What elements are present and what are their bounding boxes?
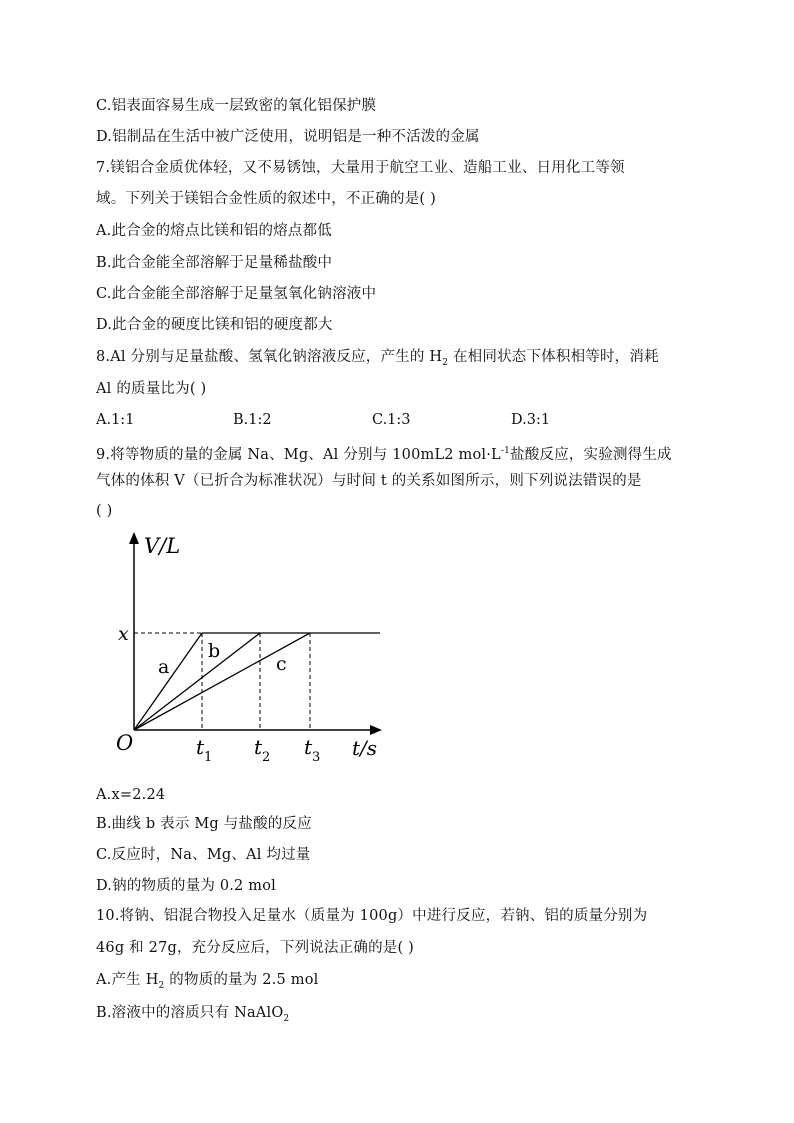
curve-b-label: b bbox=[208, 640, 221, 662]
option-d-q8: D.3:1 bbox=[511, 412, 551, 428]
q10a-text-post: 的物质的量为 2.5 mol bbox=[164, 972, 319, 988]
origin-label: O bbox=[116, 731, 134, 755]
question-9-line-1 bbox=[96, 441, 672, 465]
q8-text-post: 在相同状态下体积相等时，消耗 bbox=[448, 349, 659, 365]
option-c-q6: C.铝表面容易生成一层致密的氧化铝保护膜 bbox=[96, 98, 377, 114]
x-axis-label: t/s bbox=[352, 736, 378, 760]
q9-superscript: -1 bbox=[500, 446, 511, 456]
option-b-q7: B.此合金能全部溶解于足量稀盐酸中 bbox=[96, 255, 333, 271]
option-d-q9: D.钠的物质的量为 0.2 mol bbox=[96, 878, 277, 894]
question-8-line-2: Al 的质量比为( ) bbox=[96, 381, 207, 397]
t2-subscript: 2 bbox=[262, 750, 271, 765]
option-b-q8: B.1:2 bbox=[233, 412, 272, 428]
q10b-text-pre: B.溶液中的溶质只有 NaAlO bbox=[96, 1005, 284, 1021]
question-10-line-1: 10.将钠、铝混合物投入足量水（质量为 100g）中进行反应，若钠、铝的质量分别为 bbox=[96, 908, 648, 924]
question-10-line-2: 46g 和 27g，充分反应后，下列说法正确的是( ) bbox=[96, 940, 415, 956]
q10a-text-pre: A.产生 H bbox=[96, 972, 159, 988]
question-7-line-2: 域。下列关于镁铝合金性质的叙述中，不正确的是( ) bbox=[96, 191, 436, 207]
option-d-q6: D.铝制品在生活中被广泛使用，说明铝是一种不活泼的金属 bbox=[96, 129, 480, 145]
q9-text-pre: 9.将等物质的量的金属 Na、Mg、Al 分别与 100mL2 mol·L bbox=[96, 446, 501, 463]
t1-subscript: 1 bbox=[204, 750, 213, 765]
option-a-q8: A.1:1 bbox=[96, 412, 135, 428]
q8-text-pre: 8.Al 分别与足量盐酸、氢氧化钠溶液反应，产生的 H bbox=[96, 349, 443, 365]
option-b-q10 bbox=[96, 1003, 289, 1029]
option-a-q10 bbox=[96, 970, 319, 996]
question-7-line-1: 7.镁铝合金质优体轻，又不易锈蚀，大量用于航空工业、造船工业、日用化工等领 bbox=[96, 160, 625, 176]
y-axis-arrow bbox=[129, 532, 139, 544]
option-c-q8: C.1:3 bbox=[372, 412, 411, 428]
option-a-q7: A.此合金的熔点比镁和铝的熔点都低 bbox=[96, 223, 332, 239]
volume-time-graph bbox=[112, 530, 397, 770]
y-axis-label: V/L bbox=[144, 534, 181, 558]
q10a-subscript: 2 bbox=[158, 980, 165, 991]
curve-b bbox=[134, 633, 260, 730]
t3-subscript: 3 bbox=[312, 750, 321, 765]
x-value-label: x bbox=[118, 623, 129, 645]
curve-c-label: c bbox=[276, 653, 287, 675]
x-axis-arrow bbox=[370, 725, 382, 735]
t3-label: t bbox=[304, 735, 313, 759]
curve-a-label: a bbox=[158, 656, 170, 678]
t2-label: t bbox=[254, 735, 263, 759]
question-8-line-1 bbox=[96, 347, 659, 373]
q9-text-post: 盐酸反应，实验测得生成 bbox=[510, 446, 672, 463]
q10b-subscript: 2 bbox=[283, 1013, 290, 1024]
option-c-q7: C.此合金能全部溶解于足量氢氧化钠溶液中 bbox=[96, 286, 377, 302]
option-c-q9: C.反应时，Na、Mg、Al 均过量 bbox=[96, 847, 311, 863]
curve-a bbox=[134, 633, 202, 730]
option-b-q9: B.曲线 b 表示 Mg 与盐酸的反应 bbox=[96, 816, 312, 832]
question-9-line-3: ( ) bbox=[96, 503, 113, 519]
option-d-q7: D.此合金的硬度比镁和铝的硬度都大 bbox=[96, 317, 333, 333]
option-a-q9: A.x=2.24 bbox=[96, 787, 166, 803]
t1-label: t bbox=[196, 735, 205, 759]
curve-c bbox=[134, 633, 310, 730]
q8-subscript: 2 bbox=[442, 357, 449, 368]
question-9-line-2: 气体的体积 V（已折合为标准状况）与时间 t 的关系如图所示，则下列说法错误的是 bbox=[96, 473, 642, 489]
